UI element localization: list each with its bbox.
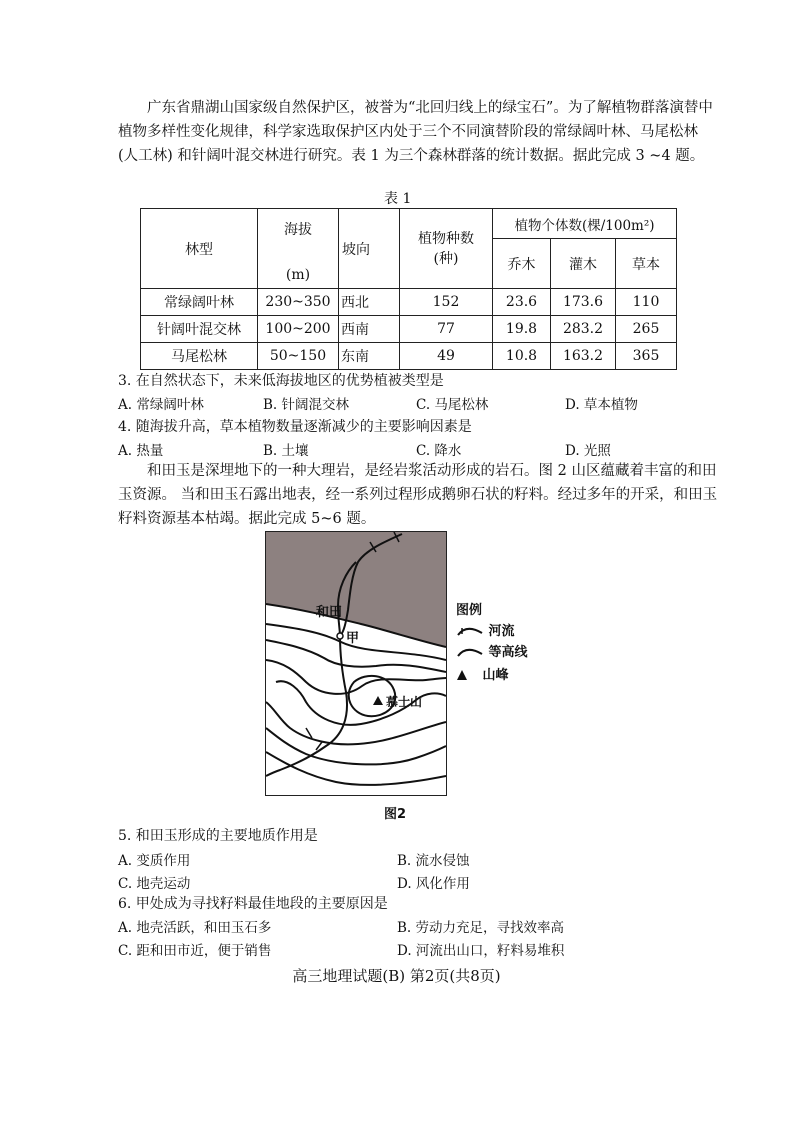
cell-type: 马尾松林 (141, 343, 258, 370)
q4-option-d[interactable]: D. 光照 (565, 443, 611, 459)
cell-slope: 西北 (339, 289, 400, 316)
header-species: 植物种数(种) (400, 209, 493, 289)
table-row (141, 316, 677, 343)
forest-table (140, 208, 677, 370)
mountain-label: 慕士山 (386, 695, 423, 709)
cell-herb: 110 (616, 289, 677, 316)
q4-option-a[interactable]: A. 热量 (118, 443, 164, 459)
q5-option-a[interactable]: A. 变质作用 (118, 853, 191, 869)
cell-species: 152 (400, 289, 493, 316)
table-caption: 表 1 (384, 191, 412, 207)
header-altitude-label: 海拔 (284, 222, 312, 238)
city-marker-icon (337, 633, 343, 639)
cell-tree: 23.6 (493, 289, 551, 316)
city-label: 和田 (316, 605, 343, 620)
legend-peak-label: 山峰 (482, 668, 509, 683)
header-altitude-unit: (m) (285, 267, 311, 283)
q3-option-c[interactable]: C. 马尾松林 (416, 397, 489, 413)
cell-altitude: 230~350 (258, 289, 339, 316)
header-altitude (258, 209, 339, 289)
cell-species: 77 (400, 316, 493, 343)
passage-forest-text: 广东省鼎湖山国家级自然保护区，被誉为“北回归线上的绿宝石”。为了解植物群落演替中植物多样性变化规律，科学家选取保护区内处于三个不同演替阶段的常绿阔叶林、马尾松林(人工林) 和针阔叶混交林进行研究。表 1 为三个森林群落的统计数据。据此完成 3 ~4 题。 (118, 100, 713, 164)
legend-river-label: 河流 (488, 624, 515, 639)
cell-herb: 365 (616, 343, 677, 370)
page-footer: 高三地理试题(B) 第2页(共8页) (292, 967, 501, 985)
q5-option-d[interactable]: D. 风化作用 (397, 876, 470, 892)
cell-species: 49 (400, 343, 493, 370)
table-row (141, 289, 677, 316)
q6-option-d[interactable]: D. 河流出山口，籽料易堆积 (397, 943, 565, 959)
cell-tree: 19.8 (493, 316, 551, 343)
legend-contour (456, 641, 528, 660)
legend-peak (456, 664, 509, 683)
header-slope: 坡向 (339, 209, 400, 289)
q3-stem: 3. 在自然状态下，未来低海拔地区的优势植被类型是 (118, 373, 444, 389)
cell-slope: 东南 (339, 343, 400, 370)
hetian-map (265, 531, 447, 796)
passage-jade (118, 459, 718, 531)
river-legend-icon (456, 625, 484, 639)
q6-option-b[interactable]: B. 劳动力充足，寻找效率高 (397, 920, 565, 936)
cell-tree: 10.8 (493, 343, 551, 370)
q5-stem: 5. 和田玉形成的主要地质作用是 (118, 828, 318, 844)
q4-option-c[interactable]: C. 降水 (416, 443, 462, 459)
q4-option-b[interactable]: B. 土壤 (263, 443, 309, 459)
q6-option-c[interactable]: C. 距和田市近，便于销售 (118, 943, 272, 959)
q5-option-c[interactable]: C. 地壳运动 (118, 876, 191, 892)
shaded-region (266, 532, 446, 647)
point-label: 甲 (346, 631, 360, 646)
cell-shrub: 173.6 (551, 289, 616, 316)
peak-legend-icon (456, 669, 478, 683)
legend-contour-label: 等高线 (488, 645, 528, 660)
table-row (141, 343, 677, 370)
q5-option-b[interactable]: B. 流水侵蚀 (397, 853, 470, 869)
cell-type: 常绿阔叶林 (141, 289, 258, 316)
legend-title: 图例 (456, 603, 483, 618)
passage-jade-text: 和田玉是深埋地下的一种大理岩，是经岩浆活动形成的岩石。图 2 山区蕴藏着丰富的和田玉资源。 当和田玉石露出地表，经一系列过程形成鹅卵石状的籽料。经过多年的开采，和田玉籽料资源基本枯竭。据此完成 5~6 题。 (118, 463, 718, 527)
cell-altitude: 100~200 (258, 316, 339, 343)
header-herb: 草本 (616, 239, 677, 289)
q3-option-a[interactable]: A. 常绿阔叶林 (118, 397, 204, 413)
figure-caption: 图2 (384, 807, 407, 822)
header-shrub: 灌木 (551, 239, 616, 289)
mountain-peak-icon (373, 696, 383, 705)
header-type: 林型 (141, 209, 258, 289)
legend-river (456, 620, 515, 639)
header-count-group: 植物个体数(棵/100m²) (493, 209, 677, 239)
cell-herb: 265 (616, 316, 677, 343)
header-tree: 乔木 (493, 239, 551, 289)
q4-stem: 4. 随海拔升高，草本植物数量逐渐减少的主要影响因素是 (118, 419, 472, 435)
q6-stem: 6. 甲处成为寻找籽料最佳地段的主要原因是 (118, 896, 388, 912)
passage-forest (118, 96, 718, 168)
cell-type: 针阔叶混交林 (141, 316, 258, 343)
cell-shrub: 283.2 (551, 316, 616, 343)
map-svg (266, 532, 446, 795)
cell-shrub: 163.2 (551, 343, 616, 370)
cell-altitude: 50~150 (258, 343, 339, 370)
contour-legend-icon (456, 646, 484, 660)
q3-option-b[interactable]: B. 针阔混交林 (263, 397, 350, 413)
cell-slope: 西南 (339, 316, 400, 343)
q6-option-a[interactable]: A. 地壳活跃，和田玉石多 (118, 920, 272, 936)
q3-option-d[interactable]: D. 草本植物 (565, 397, 638, 413)
